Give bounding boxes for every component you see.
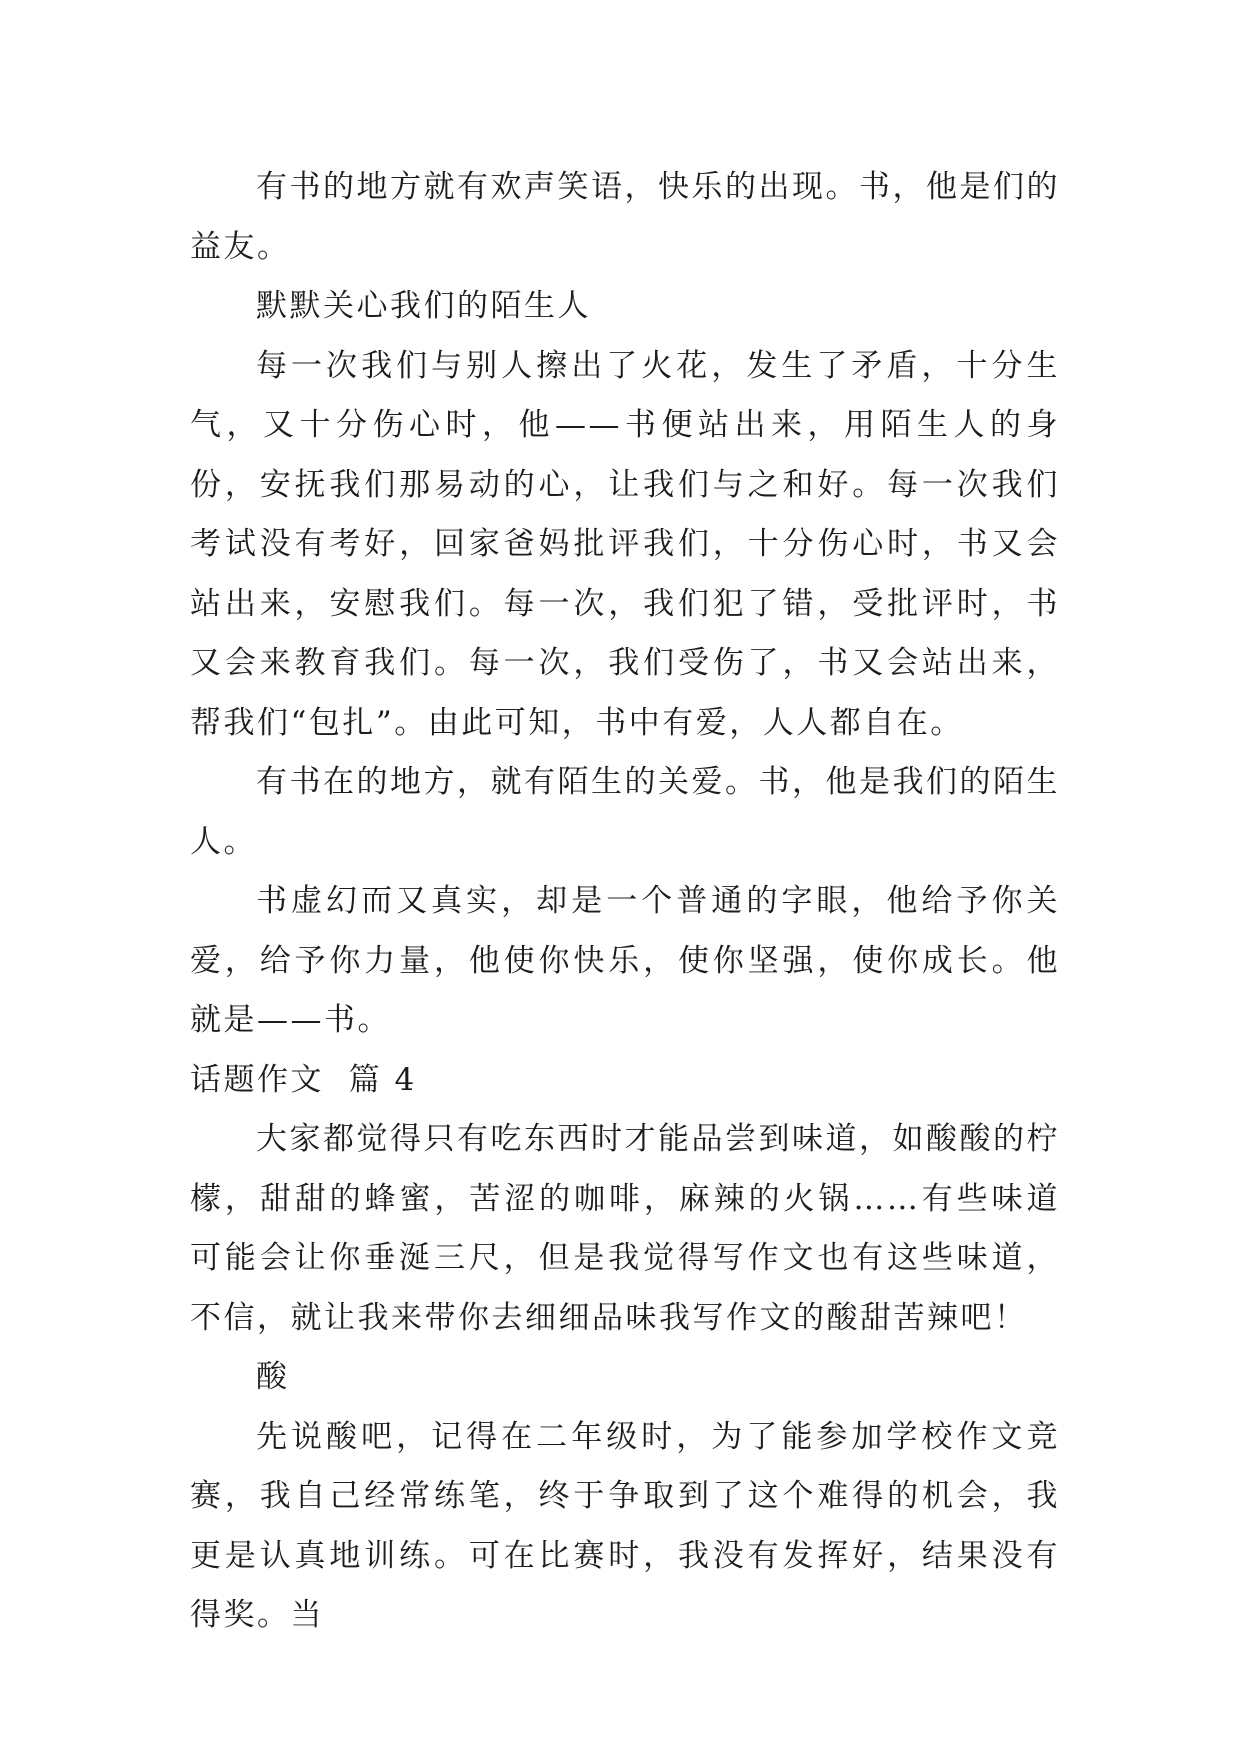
paragraph: 有书的地方就有欢声笑语，快乐的出现。书，他是们的益友。 bbox=[190, 169, 1060, 265]
section-heading: 话题作文 篇 4 bbox=[190, 1061, 417, 1098]
document-body bbox=[190, 158, 1060, 1646]
paragraph: 每一次我们与别人擦出了火花，发生了矛盾，十分生气，又十分伤心时，他——书便站出来，用陌生人的身份，安抚我们那易动的心，让我们与之和好。每一次我们考试没有考好，回家爸妈批评我们，十分伤心时，书又会站出来，安慰我们。每一次，我们犯了错，受批评时，书又会来教育我们。每一次，我们受伤了，书又会站出来，帮我们“包扎”。由此可知，书中有爱，人人都自在。 bbox=[190, 347, 1060, 741]
paragraph: 大家都觉得只有吃东西时才能品尝到味道，如酸酸的柠檬，甜甜的蜂蜜，苦涩的咖啡，麻辣的火锅……有些味道可能会让你垂涎三尺，但是我觉得写作文也有这些味道，不信，就让我来带你去细细品味我写作文的酸甜苦辣吧！ bbox=[190, 1121, 1060, 1336]
subheading: 酸 bbox=[256, 1359, 290, 1395]
paragraph: 有书在的地方，就有陌生的关爱。书，他是我们的陌生人。 bbox=[190, 764, 1060, 860]
subheading: 默默关心我们的陌生人 bbox=[256, 288, 591, 324]
paragraph: 书虚幻而又真实，却是一个普通的字眼，他给予你关爱，给予你力量，他使你快乐，使你坚强，使你成长。他就是——书。 bbox=[190, 883, 1060, 1038]
paragraph: 先说酸吧，记得在二年级时，为了能参加学校作文竞赛，我自己经常练笔，终于争取到了这个难得的机会，我更是认真地训练。可在比赛时，我没有发挥好，结果没有得奖。当 bbox=[190, 1418, 1060, 1633]
